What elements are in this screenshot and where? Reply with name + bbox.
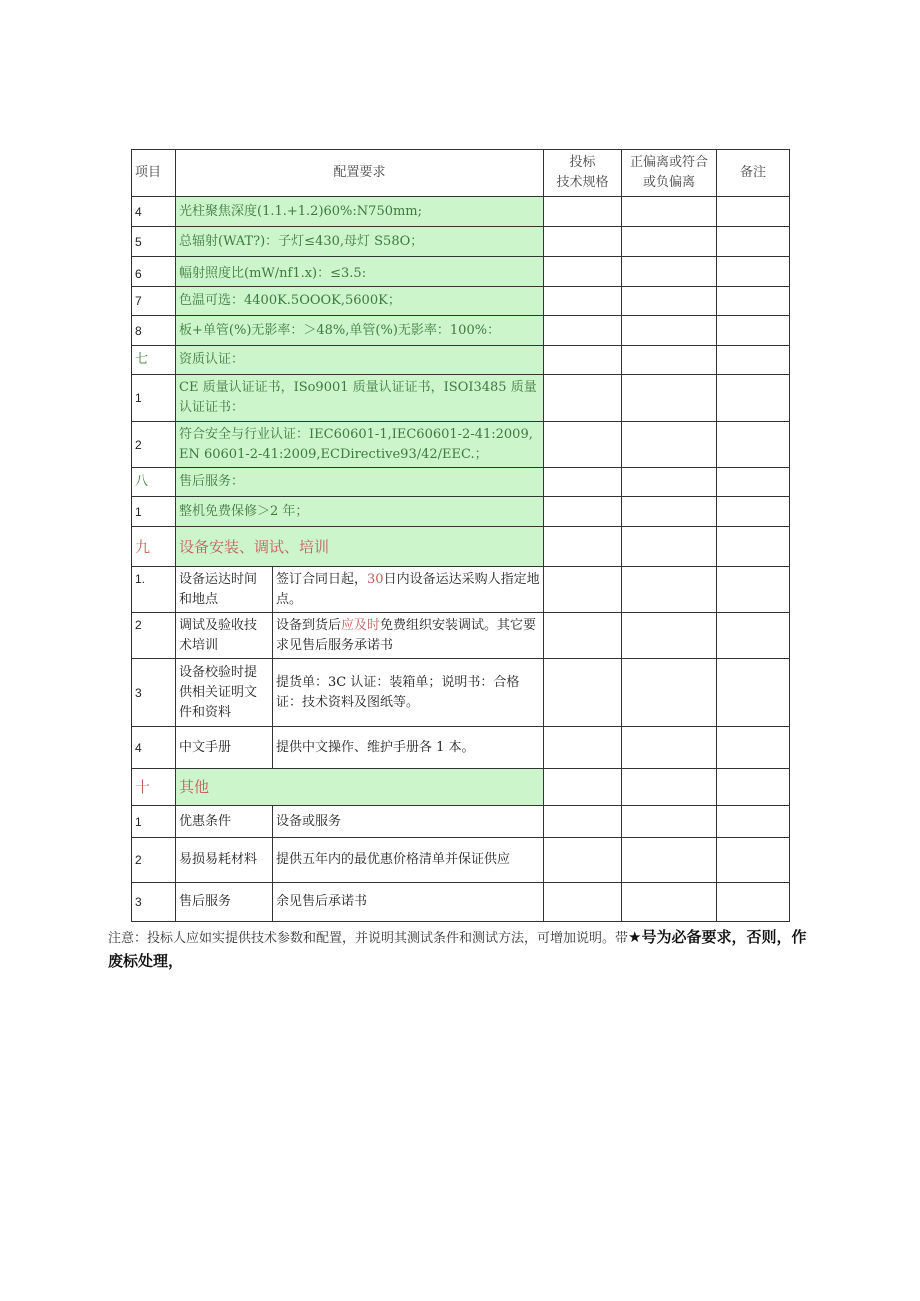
table-row <box>132 883 790 922</box>
row-description <box>273 567 544 613</box>
bid-spec-cell <box>544 769 622 806</box>
remark-cell <box>717 287 790 316</box>
row-item-name: 易损易耗材料 <box>176 838 273 883</box>
table-row <box>132 659 790 727</box>
table-row <box>132 375 790 422</box>
row-requirement: 总辐射(WAT?)：子灯≤430,母灯 S58O； <box>176 227 544 257</box>
deviation-cell <box>622 527 717 567</box>
deviation-cell <box>622 613 717 659</box>
deviation-cell <box>622 806 717 838</box>
section-row <box>132 346 790 375</box>
bid-spec-cell <box>544 883 622 922</box>
deviation-cell <box>622 316 717 346</box>
row-item-name: 设备校验时提供相关证明文件和资料 <box>176 659 273 727</box>
deviation-cell <box>622 257 717 287</box>
remark-cell <box>717 567 790 613</box>
row-description: 余见售后承诺书 <box>273 883 544 922</box>
footnote-emphasis: ★号为必备要求，否则，作废标处理， <box>108 928 807 970</box>
bid-spec-cell <box>544 316 622 346</box>
row-item-name: 设备运达时间和地点 <box>176 567 273 613</box>
bid-spec-cell <box>544 227 622 257</box>
row-requirement: 光柱聚焦深度(1.1.+1.2)60%:N750mm; <box>176 197 544 227</box>
spec-table <box>131 149 790 922</box>
bid-spec-cell <box>544 497 622 527</box>
row-number: 2 <box>132 613 176 659</box>
section-row <box>132 468 790 497</box>
row-number: 7 <box>132 287 176 316</box>
deviation-cell <box>622 497 717 527</box>
table-row <box>132 197 790 227</box>
remark-cell <box>717 838 790 883</box>
deviation-cell <box>622 227 717 257</box>
row-item-name: 优惠条件 <box>176 806 273 838</box>
row-number: 1 <box>132 497 176 527</box>
bid-spec-cell <box>544 422 622 468</box>
row-number: 8 <box>132 316 176 346</box>
deviation-cell <box>622 727 717 769</box>
desc-text: 签订合同日起， <box>276 571 368 587</box>
section-row <box>132 527 790 567</box>
bid-spec-cell <box>544 659 622 727</box>
bid-spec-cell <box>544 727 622 769</box>
desc-text: 免费组织安装调试。其它要求见售后服务承诺书 <box>276 617 537 653</box>
row-number: 1 <box>132 375 176 422</box>
table-row <box>132 727 790 769</box>
deviation-cell <box>622 287 717 316</box>
table-row <box>132 806 790 838</box>
bid-spec-cell <box>544 567 622 613</box>
section-title: 其他 <box>176 769 544 806</box>
table-row <box>132 838 790 883</box>
bid-spec-cell <box>544 527 622 567</box>
remark-cell <box>717 197 790 227</box>
table-row <box>132 257 790 287</box>
row-description: 设备或服务 <box>273 806 544 838</box>
deviation-cell <box>622 468 717 497</box>
footnote <box>108 926 808 974</box>
row-requirement: 板+单管(%)无影率：＞48%,单管(%)无影率：100%： <box>176 316 544 346</box>
table-row <box>132 316 790 346</box>
deviation-cell <box>622 883 717 922</box>
row-requirement: 幅射照度比(mW/nf1.x)：≤3.5: <box>176 257 544 287</box>
bid-spec-cell <box>544 468 622 497</box>
footnote-text: 注意：投标人应如实提供技术参数和配置，并说明其测试条件和测试方法，可增加说明。带 <box>108 931 629 946</box>
desc-highlight: 应及时 <box>341 617 381 633</box>
header-bid-spec <box>544 150 622 197</box>
header-bid-spec-line2: 技术规格 <box>556 175 609 190</box>
row-number: 2 <box>132 422 176 468</box>
desc-text: 设备到货后 <box>276 617 342 633</box>
header-requirement: 配置要求 <box>176 150 544 197</box>
remark-cell <box>717 769 790 806</box>
table-row <box>132 567 790 613</box>
row-number: 3 <box>132 659 176 727</box>
row-requirement: 整机免费保修＞2 年； <box>176 497 544 527</box>
section-number: 九 <box>132 527 176 567</box>
row-description: 提供中文操作、维护手册各 1 本。 <box>273 727 544 769</box>
section-number: 十 <box>132 769 176 806</box>
table-row <box>132 227 790 257</box>
bid-spec-cell <box>544 346 622 375</box>
section-title: 设备安装、调试、培训 <box>176 527 544 567</box>
row-number: 5 <box>132 227 176 257</box>
deviation-cell <box>622 346 717 375</box>
header-deviation <box>622 150 717 197</box>
header-deviation-line2: 或负偏离 <box>643 175 696 190</box>
bid-spec-cell <box>544 375 622 422</box>
table-row <box>132 613 790 659</box>
bid-spec-cell <box>544 257 622 287</box>
remark-cell <box>717 257 790 287</box>
desc-text: 日内设备运达采购人指定地点。 <box>276 571 540 607</box>
row-number: 2 <box>132 838 176 883</box>
table-row <box>132 422 790 468</box>
table-row <box>132 497 790 527</box>
row-number: 1 <box>132 806 176 838</box>
remark-cell <box>717 727 790 769</box>
remark-cell <box>717 806 790 838</box>
header-bid-spec-line1: 投标 <box>569 155 596 170</box>
deviation-cell <box>622 659 717 727</box>
header-remark: 备注 <box>717 150 790 197</box>
table-header-row <box>132 150 790 197</box>
remark-cell <box>717 497 790 527</box>
deviation-cell <box>622 567 717 613</box>
row-number: 3 <box>132 883 176 922</box>
row-item-name: 售后服务 <box>176 883 273 922</box>
row-description: 提货单：3C 认证：装箱单；说明书：合格证：技术资料及图纸等。 <box>273 659 544 727</box>
bid-spec-cell <box>544 613 622 659</box>
section-number: 七 <box>132 346 176 375</box>
deviation-cell <box>622 838 717 883</box>
row-requirement: 符合安全与行业认证：IEC60601-1,IEC60601-2-41:2009,EN 60601-2-41:2009,ECDirective93/42/EEC.； <box>176 422 544 468</box>
bid-spec-cell <box>544 806 622 838</box>
row-description <box>273 613 544 659</box>
remark-cell <box>717 883 790 922</box>
remark-cell <box>717 375 790 422</box>
bid-spec-cell <box>544 838 622 883</box>
remark-cell <box>717 227 790 257</box>
table-row <box>132 287 790 316</box>
remark-cell <box>717 468 790 497</box>
header-item: 项目 <box>132 150 176 197</box>
row-item-name: 调试及验收技术培训 <box>176 613 273 659</box>
deviation-cell <box>622 375 717 422</box>
remark-cell <box>717 613 790 659</box>
bid-spec-cell <box>544 287 622 316</box>
section-title: 售后服务： <box>176 468 544 497</box>
row-number: 1. <box>132 567 176 613</box>
header-deviation-line1: 正偏离或符合 <box>630 155 709 170</box>
row-number: 4 <box>132 197 176 227</box>
row-requirement: CE 质量认证证书，ISo9001 质量认证证书，ISOI3485 质量认证证书： <box>176 375 544 422</box>
remark-cell <box>717 659 790 727</box>
row-item-name: 中文手册 <box>176 727 273 769</box>
section-number: 八 <box>132 468 176 497</box>
remark-cell <box>717 346 790 375</box>
deviation-cell <box>622 197 717 227</box>
remark-cell <box>717 527 790 567</box>
section-row <box>132 769 790 806</box>
row-requirement: 色温可选：4400K.5OOOK,5600K； <box>176 287 544 316</box>
row-number: 6 <box>132 257 176 287</box>
bid-spec-cell <box>544 197 622 227</box>
deviation-cell <box>622 422 717 468</box>
remark-cell <box>717 316 790 346</box>
section-title: 资质认证： <box>176 346 544 375</box>
row-description: 提供五年内的最优惠价格清单并保证供应 <box>273 838 544 883</box>
desc-highlight: 30 <box>367 571 384 587</box>
deviation-cell <box>622 769 717 806</box>
remark-cell <box>717 422 790 468</box>
row-number: 4 <box>132 727 176 769</box>
